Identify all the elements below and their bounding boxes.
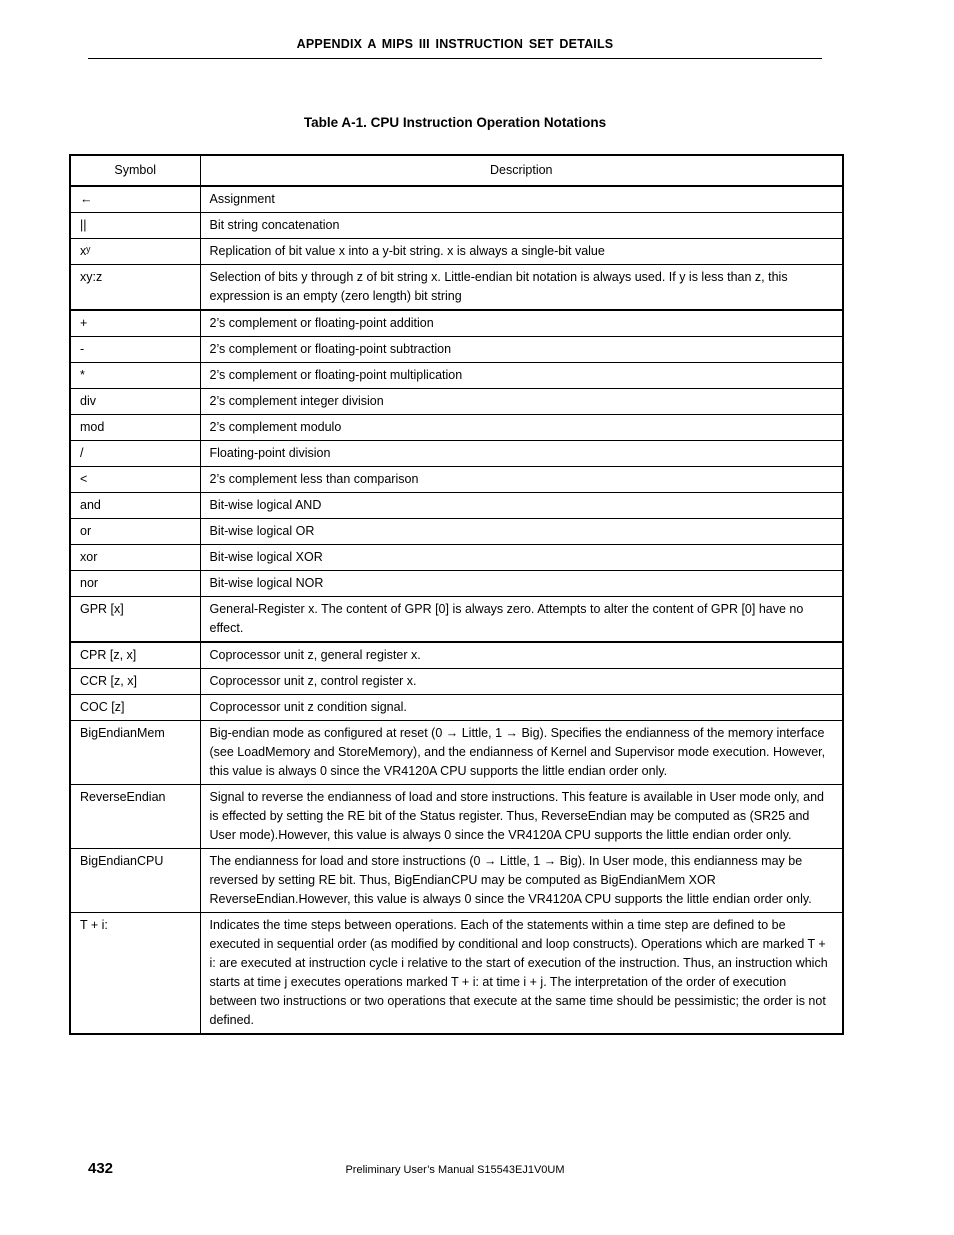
manual-footer: Preliminary User’s Manual S15543EJ1V0UM [345, 1164, 565, 1176]
table-caption: Table A-1. CPU Instruction Operation Notations [303, 115, 607, 130]
table-row [70, 913, 843, 1035]
symbol-cell: ReverseEndian [70, 785, 200, 849]
symbol-cell: - [70, 337, 200, 363]
symbol-cell: * [70, 363, 200, 389]
symbol-cell: / [70, 441, 200, 467]
table-row [70, 441, 843, 467]
symbol-cell: CCR [z, x] [70, 669, 200, 695]
table-row [70, 669, 843, 695]
description-cell: The endianness for load and store instructions (0 → Little, 1 → Big). In User mode, this endianness may be reversed by setting RE bit. Thus, BigEndianCPU may be computed as BigEndianMem XOR ReverseEndian.However, this value is always 0 since the VR4120A CPU supports the little endian order only. [200, 849, 843, 913]
table-row [70, 337, 843, 363]
table-row [70, 571, 843, 597]
header-rule [88, 58, 822, 59]
table-row [70, 545, 843, 571]
description-cell: Indicates the time steps between operations. Each of the statements within a time step are defined to be executed in sequential order (as modified by conditional and loop constructs). Operations which are marked T + i: are executed at instruction cycle i relative to the start of execution of the instruction. Thus, an instruction which starts at time j executes operations marked T + i: at time i + j. The interpretation of the order of execution between two instructions or two operations that execute at the same time should be pessimistic; the order is not defined. [200, 913, 843, 1035]
column-header-description: Description [200, 155, 843, 186]
table-row [70, 239, 843, 265]
description-cell: Bit-wise logical OR [200, 519, 843, 545]
description-cell: 2’s complement or floating-point multiplication [200, 363, 843, 389]
description-cell: 2’s complement less than comparison [200, 467, 843, 493]
description-cell: 2’s complement modulo [200, 415, 843, 441]
symbol-cell: T + i: [70, 913, 200, 1035]
symbol-cell: COC [z] [70, 695, 200, 721]
description-cell: 2’s complement or floating-point addition [200, 310, 843, 337]
table-row [70, 186, 843, 213]
symbol-cell: or [70, 519, 200, 545]
table-row [70, 849, 843, 913]
symbol-cell: + [70, 310, 200, 337]
table-row [70, 642, 843, 669]
symbol-cell: div [70, 389, 200, 415]
description-cell: General-Register x. The content of GPR [0] is always zero. Attempts to alter the content of GPR [0] have no effect. [200, 597, 843, 643]
table-header-row [70, 155, 843, 186]
symbol-cell: CPR [z, x] [70, 642, 200, 669]
notations-table [69, 154, 844, 1035]
description-cell: Bit-wise logical XOR [200, 545, 843, 571]
description-cell: Replication of bit value x into a y-bit string. x is always a single-bit value [200, 239, 843, 265]
description-cell: Floating-point division [200, 441, 843, 467]
table-row [70, 310, 843, 337]
table-row [70, 785, 843, 849]
page-number: 432 [88, 1160, 114, 1177]
description-cell: Signal to reverse the endianness of load and store instructions. This feature is available in User mode only, and is effected by setting the RE bit of the Status register. Thus, ReverseEndian may be computed as (SR25 and User mode).However, this value is always 0 since the VR4120A CPU supports the little endian order only. [200, 785, 843, 849]
description-cell: Coprocessor unit z condition signal. [200, 695, 843, 721]
symbol-cell: nor [70, 571, 200, 597]
description-cell: Big-endian mode as configured at reset (0 → Little, 1 → Big). Specifies the endianness of the memory interface (see LoadMemory and StoreMemory), and the endianness of Kernel and Supervisor mode execution. However, this value is always 0 since the VR4120A CPU supports the little endian order only. [200, 721, 843, 785]
symbol-cell: ← [70, 186, 200, 213]
table-row [70, 467, 843, 493]
symbol-cell: BigEndianMem [70, 721, 200, 785]
symbol-cell: mod [70, 415, 200, 441]
symbol-cell: xʸ [70, 239, 200, 265]
table-row [70, 597, 843, 643]
table-row [70, 389, 843, 415]
description-cell: Bit string concatenation [200, 213, 843, 239]
table-row [70, 493, 843, 519]
description-cell: Selection of bits y through z of bit string x. Little-endian bit notation is always used. If y is less than z, this expression is an empty (zero length) bit string [200, 265, 843, 311]
table-row [70, 695, 843, 721]
description-cell: Coprocessor unit z, control register x. [200, 669, 843, 695]
symbol-cell: xy:z [70, 265, 200, 311]
symbol-cell: || [70, 213, 200, 239]
description-cell: Bit-wise logical AND [200, 493, 843, 519]
symbol-cell: xor [70, 545, 200, 571]
column-header-symbol: Symbol [70, 155, 200, 186]
description-cell: Coprocessor unit z, general register x. [200, 642, 843, 669]
symbol-cell: GPR [x] [70, 597, 200, 643]
description-cell: 2’s complement integer division [200, 389, 843, 415]
description-cell: 2’s complement or floating-point subtraction [200, 337, 843, 363]
table-row [70, 265, 843, 311]
description-cell: Bit-wise logical NOR [200, 571, 843, 597]
symbol-cell: BigEndianCPU [70, 849, 200, 913]
symbol-cell: < [70, 467, 200, 493]
table-row [70, 363, 843, 389]
table-row [70, 721, 843, 785]
description-cell: Assignment [200, 186, 843, 213]
running-header: APPENDIX A MIPS III INSTRUCTION SET DETAILS [296, 37, 614, 51]
table-row [70, 415, 843, 441]
table-row [70, 519, 843, 545]
symbol-cell: and [70, 493, 200, 519]
table-row [70, 213, 843, 239]
